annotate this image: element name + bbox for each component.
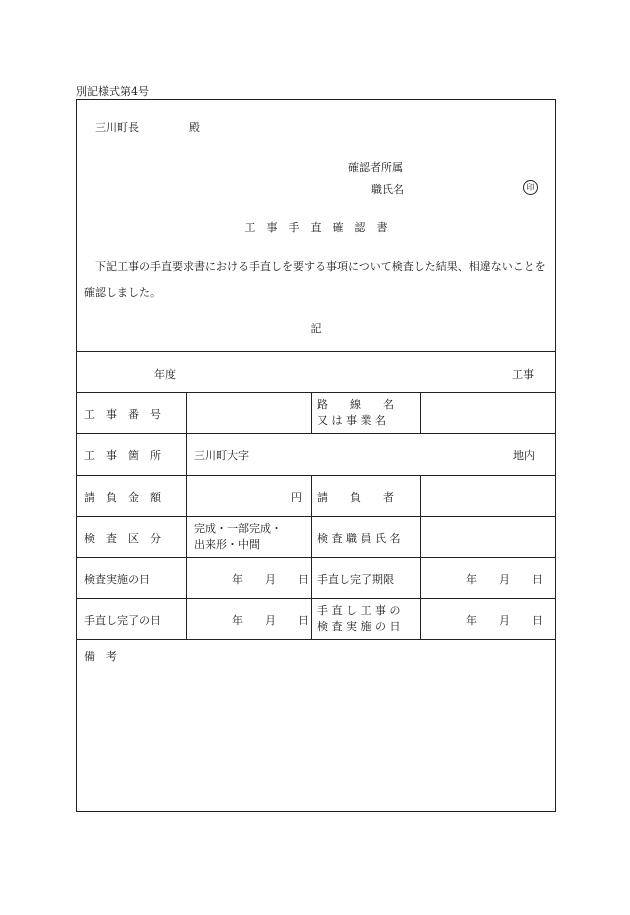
inspection-type-label: 検 査 区 分 bbox=[84, 532, 161, 545]
seal-mark: 印 bbox=[523, 180, 538, 195]
fix-deadline-label: 手直し完了期限 bbox=[317, 573, 394, 586]
table-line bbox=[186, 392, 187, 433]
work-label: 工事 bbox=[512, 368, 534, 381]
table-line bbox=[76, 433, 556, 434]
inspection-date-label: 検査実施の日 bbox=[84, 573, 150, 586]
confirmer-name-label: 職氏名 bbox=[371, 183, 404, 196]
yen-unit: 円 bbox=[291, 491, 302, 504]
table-line bbox=[76, 516, 556, 517]
inspection-type-options-line-1: 完成・一部完成・ bbox=[194, 522, 282, 535]
work-location-label: 工 事 箇 所 bbox=[84, 449, 161, 462]
table-line bbox=[76, 351, 556, 352]
work-number-label: 工 事 番 号 bbox=[84, 408, 161, 421]
fix-inspection-line-2: 検 査 実 施 の 日 bbox=[317, 620, 401, 633]
fiscal-year-label: 年度 bbox=[154, 368, 176, 381]
inspection-type-options-line-2: 出来形・中間 bbox=[194, 538, 260, 551]
inspection-date-value: 年 月 日 bbox=[232, 573, 309, 586]
location-value: 三川町大字 bbox=[194, 449, 249, 462]
fix-completion-date-value: 年 月 日 bbox=[232, 614, 309, 627]
fix-deadline-value: 年 月 日 bbox=[466, 573, 543, 586]
confirmer-address-label: 確認者所属 bbox=[348, 161, 403, 174]
fix-completion-date-label: 手直し完了の日 bbox=[84, 614, 161, 627]
contractor-label: 請 負 者 bbox=[317, 491, 394, 504]
remarks-label: 備 考 bbox=[84, 650, 117, 663]
table-line bbox=[186, 475, 187, 639]
route-name-line-1: 路 線 名 bbox=[317, 398, 394, 411]
form-number: 別記様式第4号 bbox=[76, 85, 149, 98]
fix-inspection-line-1: 手 直 し 工 事 の bbox=[317, 604, 401, 617]
note-heading: 記 bbox=[310, 322, 322, 335]
addressee: 三川町長 bbox=[95, 121, 139, 134]
table-line bbox=[76, 392, 556, 393]
document-title: 工 事 手 直 確 認 書 bbox=[244, 221, 388, 234]
table-line bbox=[311, 392, 312, 433]
route-name-label bbox=[317, 397, 394, 429]
table-line bbox=[311, 475, 312, 639]
inspection-type-options bbox=[194, 521, 282, 553]
table-line bbox=[420, 475, 421, 639]
table-line bbox=[420, 392, 421, 433]
inspector-name-label: 検 査 職 員 氏 名 bbox=[317, 532, 401, 545]
location-suffix: 地内 bbox=[513, 449, 535, 462]
table-line bbox=[186, 433, 187, 475]
route-name-line-2: 又 は 事 業 名 bbox=[317, 414, 386, 427]
contract-amount-label: 請 負 金 額 bbox=[84, 491, 161, 504]
fix-inspection-label bbox=[317, 603, 400, 635]
fix-inspection-date-value: 年 月 日 bbox=[466, 614, 543, 627]
table-line bbox=[76, 639, 556, 640]
table-line bbox=[76, 475, 556, 476]
table-line bbox=[76, 557, 556, 558]
body-text: 下記工事の手直要求書における手直しを要する事項について検査した結果、相違ないことを確認しました。 bbox=[84, 260, 546, 299]
honorific: 殿 bbox=[189, 121, 200, 134]
table-line bbox=[76, 598, 556, 599]
